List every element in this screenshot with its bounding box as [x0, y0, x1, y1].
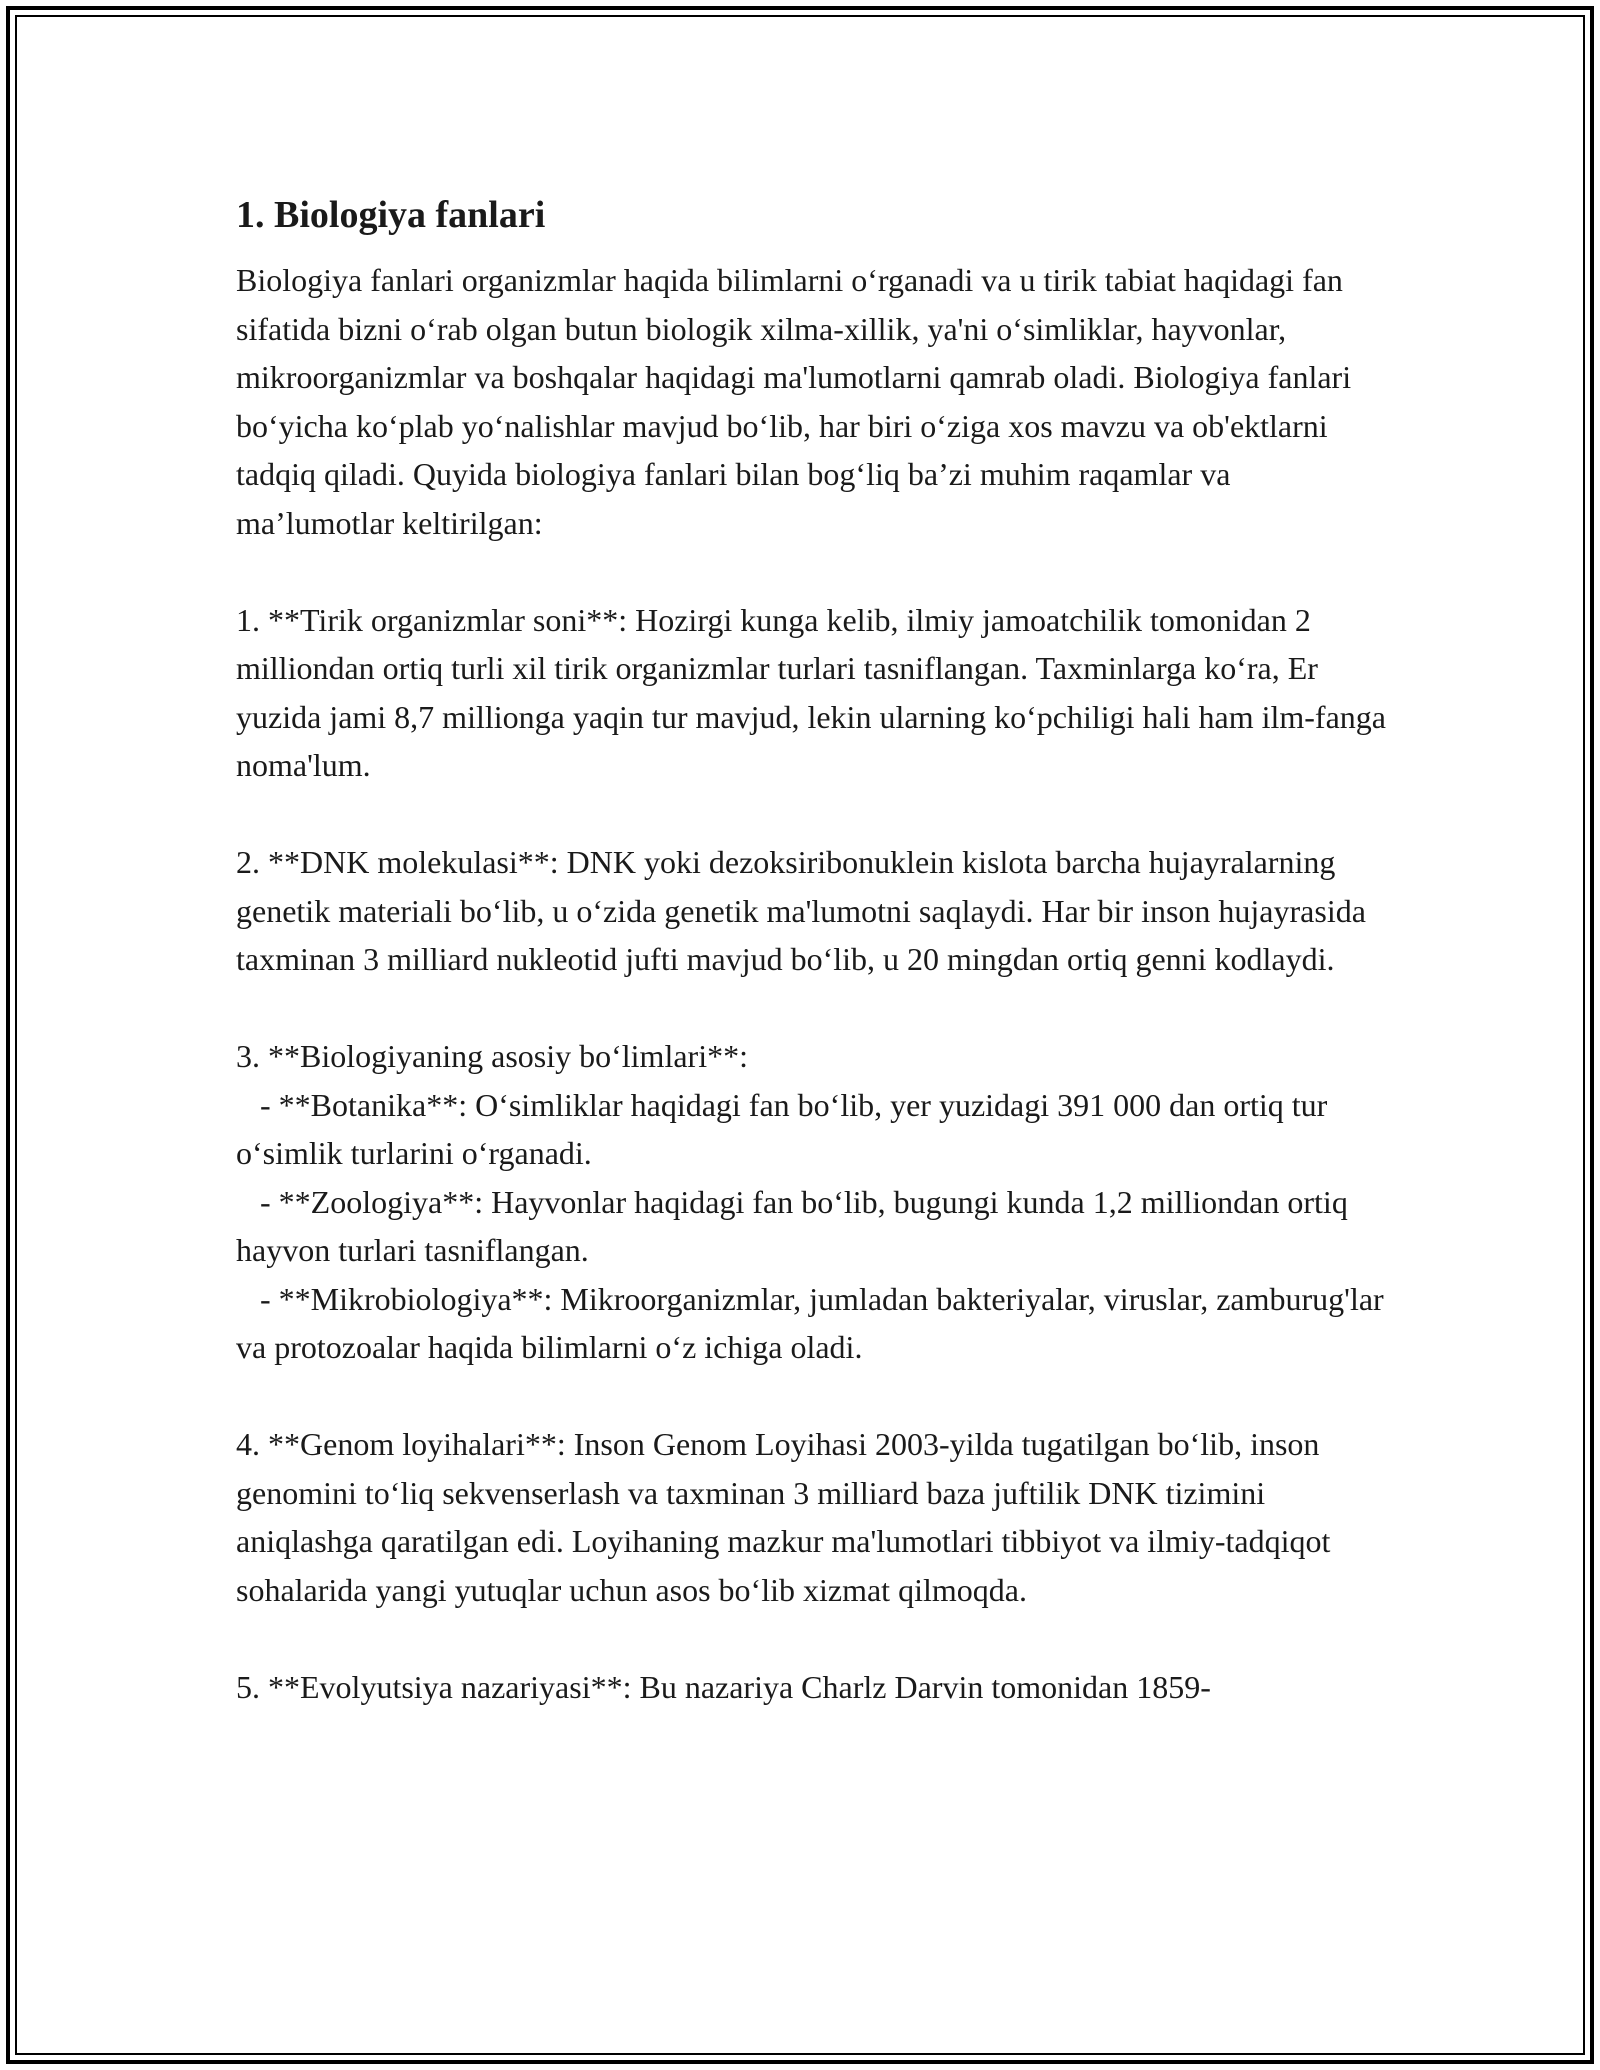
list-item-genome: 4. **Genom loyihalari**: Inson Genom Loyihasi 2003-yilda tugatilgan bo‘lib, inson genomini to‘liq sekvenserlash va taxminan 3 milliard baza juftilik DNK tizimini aniqlashga qaratilgan edi. Loyihaning mazkur ma'lumotlari tibbiyot va ilmiy-tadqiqot sohalarida yangi yutuqlar uchun asos bo‘lib xizmat qilmoqda.: [236, 1426, 1339, 1608]
paragraph-gap: [236, 790, 1386, 839]
list-item-dna: 2. **DNK molekulasi**: DNK yoki dezoksiribonuklein kislota barcha hujayralarning genetik materiali bo‘lib, u o‘zida genetik ma'lumotni saqlaydi. Har bir inson hujayrasida taxminan 3 milliard nukleotid jufti mavjud bo‘lib, u 20 mingdan ortiq genni kodlaydi.: [236, 844, 1374, 977]
list-item-organism-count: 1. **Tirik organizmlar soni**: Hozirgi kunga kelib, ilmiy jamoatchilik tomonidan 2 milliondan ortiq turli xil tirik organizmlar turlari tasniflangan. Taxminlarga ko‘ra, Er yuzida jami 8,7 millionga yaqin tur mavjud, lekin ularning ko‘pchiligi hali ham ilm-fanga noma'lum.: [236, 601, 1394, 783]
sub-item-zoologiya: - **Zoologiya**: Hayvonlar haqidagi fan bo‘lib, bugungi kunda 1,2 milliondan ortiq hayvon turlari tasniflangan.: [236, 1183, 1356, 1268]
list-item-branches-title: 3. **Biologiyaning asosiy bo‘limlari**:: [236, 1038, 748, 1074]
section-heading: 1. Biologiya fanlari: [236, 194, 546, 236]
paragraph-gap: [236, 547, 1386, 596]
paragraph-gap: [236, 984, 1386, 1033]
paragraph-gap: [236, 1614, 1386, 1663]
paragraph-gap: [236, 1372, 1386, 1421]
document-body: [236, 186, 1394, 1711]
intro-paragraph: Biologiya fanlari organizmlar haqida bilimlarni o‘rganadi va u tirik tabiat haqidagi fan sifatida bizni o‘rab olgan butun biologik xilma-xillik, ya'ni o‘simliklar, hayvonlar, mikroorganizmlar va boshqalar haqidagi ma'lumotlarni qamrab oladi. Biologiya fanlari bo‘yicha ko‘plab yo‘nalishlar mavjud bo‘lib, har biri o‘ziga xos mavzu va ob'ektlarni tadqiq qiladi. Quyida biologiya fanlari bilan bog‘liq ba’zi muhim raqamlar va ma’lumotlar keltirilgan:: [236, 262, 1360, 541]
list-item-evolution: 5. **Evolyutsiya nazariyasi**: Bu nazariya Charlz Darvin tomonidan 1859-: [236, 1668, 1211, 1705]
sub-item-botanika: - **Botanika**: O‘simliklar haqidagi fan bo‘lib, yer yuzidagi 391 000 dan ortiq tur o‘simlik turlarini o‘rganadi.: [236, 1086, 1336, 1171]
sub-item-mikrobiologiya: - **Mikrobiologiya**: Mikroorganizmlar, jumladan bakteriyalar, viruslar, zamburug'lar va protozoalar haqida bilimlarni o‘z ichiga oladi.: [236, 1280, 1392, 1365]
